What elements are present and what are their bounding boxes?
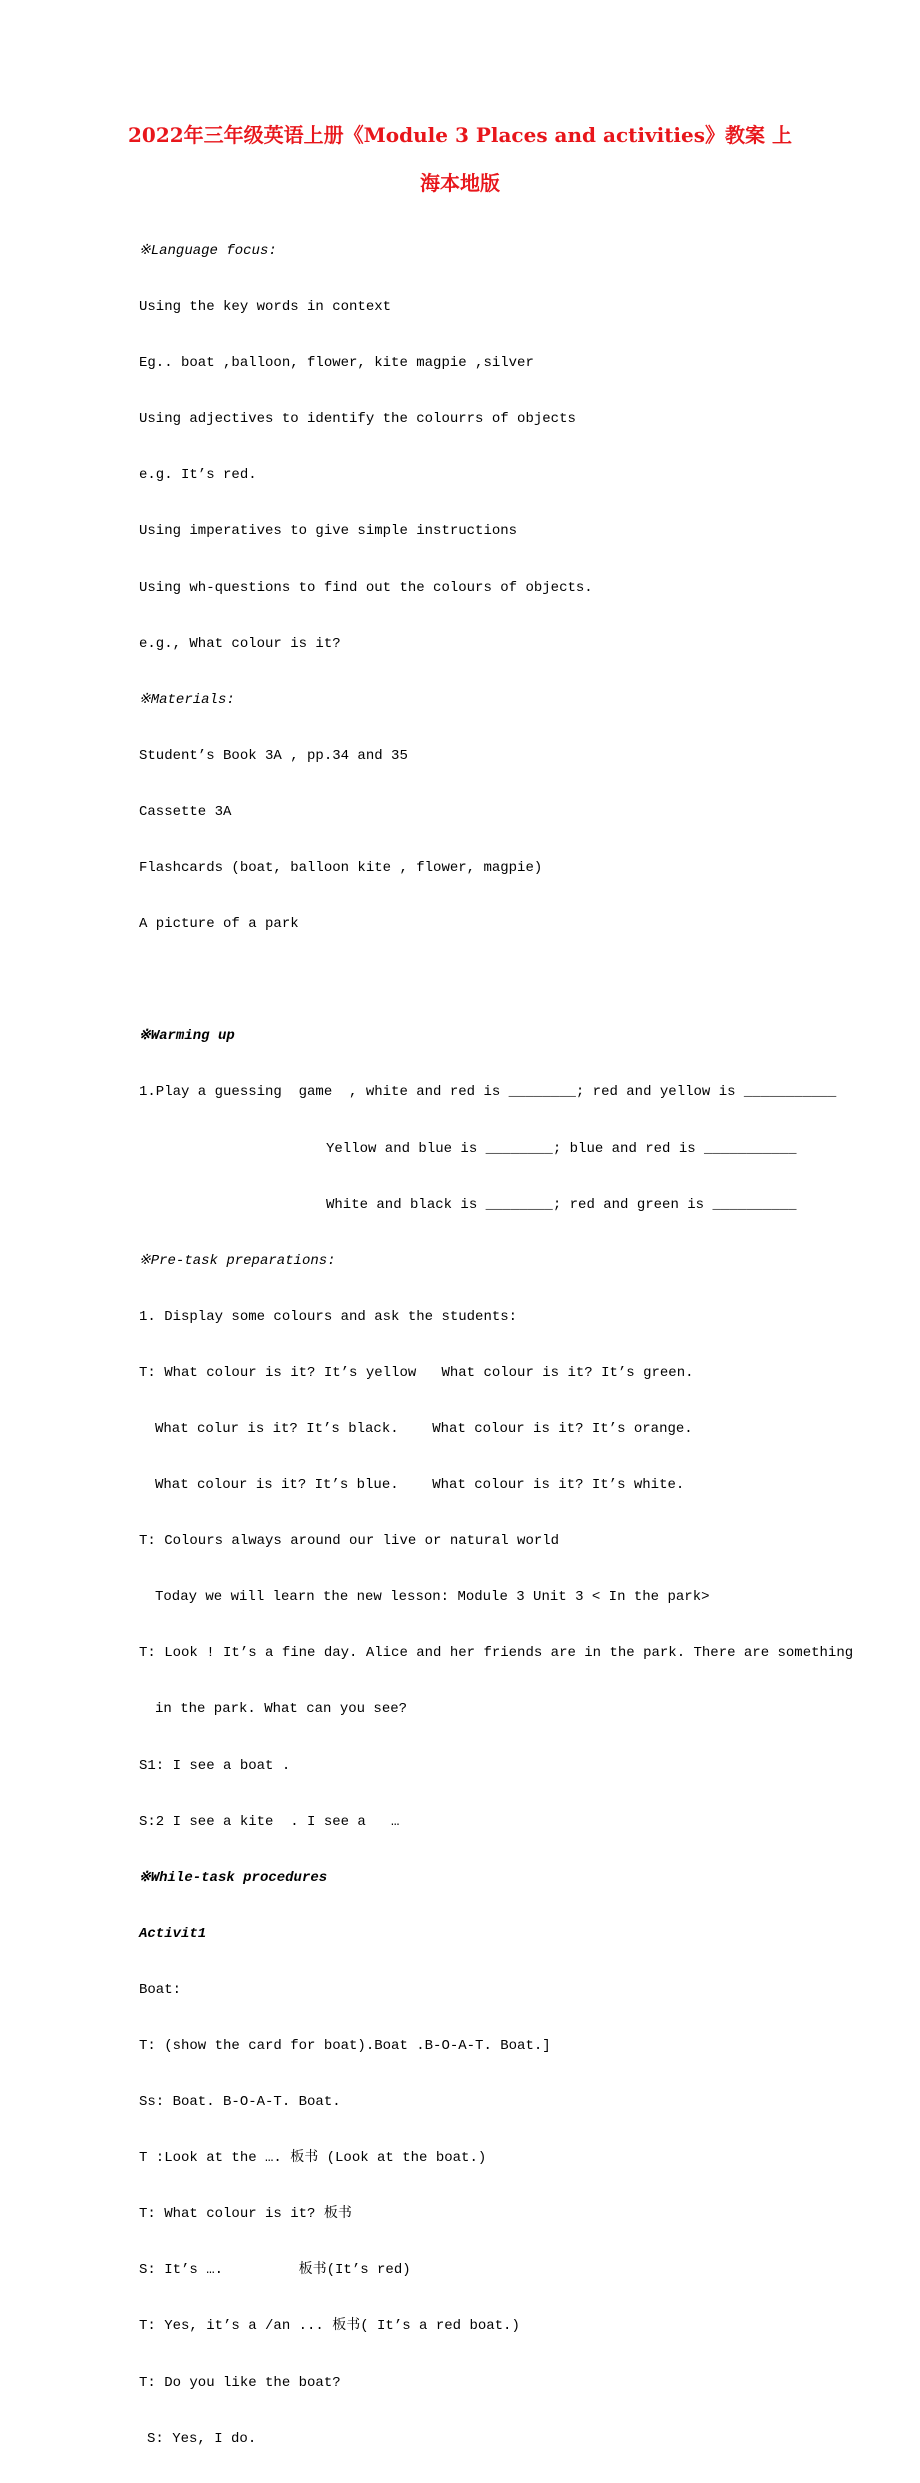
text-line: 1. Display some colours and ask the students: <box>139 1308 518 1325</box>
text-line: What colour is it? It’s blue. What colour is it? It’s white. <box>155 1477 685 1494</box>
text-line: A picture of a park <box>139 916 299 933</box>
section-heading-warming-up: ※Warming up <box>139 1028 235 1045</box>
text-line: S:2 I see a kite . I see a … <box>139 1813 400 1830</box>
text-line: Using imperatives to give simple instructions <box>139 523 518 540</box>
text-line: S: Yes, I do. <box>147 2430 257 2447</box>
text-line: Using adjectives to identify the colourrs of objects <box>139 411 576 428</box>
blank-line <box>139 968 799 992</box>
text-line: Yellow and blue is ________; blue and red is ___________ <box>326 1140 797 1157</box>
text-line: T: Yes, it’s a /an ... 板书( It’s a red boat.) <box>139 2318 520 2335</box>
text-line: Using the key words in context <box>139 299 392 316</box>
text-line: Boat: <box>139 1981 182 1998</box>
text-line: Cassette 3A <box>139 803 232 820</box>
section-heading-language-focus: ※Language focus: <box>139 243 277 259</box>
activity-heading: Activit1 <box>139 1925 207 1942</box>
text-line: T :Look at the …. 板书 (Look at the boat.) <box>139 2150 487 2167</box>
text-line: Today we will learn the new lesson: Module 3 Unit 3 < In the park> <box>155 1589 710 1606</box>
section-heading-materials: ※Materials: <box>139 691 235 708</box>
text-line: T: What colour is it? It’s yellow What colour is it? It’s green. <box>139 1364 694 1381</box>
document-body <box>139 207 854 2483</box>
text-line: in the park. What can you see? <box>155 1701 408 1718</box>
document-title-line-1: 2022年三年级英语上册《Module 3 Places and activities》教案 上 <box>128 123 792 147</box>
text-line: Flashcards (boat, balloon kite , flower, magpie) <box>139 860 543 877</box>
text-line: T: What colour is it? 板书 <box>139 2206 352 2223</box>
text-line: What colur is it? It’s black. What colour is it? It’s orange. <box>155 1420 693 1437</box>
text-line: 1.Play a guessing game , white and red is ________; red and yellow is ___________ <box>139 1084 837 1101</box>
text-line: Student’s Book 3A , pp.34 and 35 <box>139 747 408 764</box>
text-line: S1: I see a boat . <box>139 1757 291 1774</box>
text-line: T: Look ! It’s a fine day. Alice and her friends are in the park. There are something <box>139 1645 854 1662</box>
text-line: T: Colours always around our live or natural world <box>139 1533 560 1550</box>
text-line: T: (show the card for boat).Boat .B-O-A-T. Boat.] <box>139 2038 551 2054</box>
text-line: S: It’s …. 板书(It’s red) <box>139 2262 411 2279</box>
text-line: e.g. It’s red. <box>139 467 257 484</box>
text-line: White and black is ________; red and green is __________ <box>326 1196 797 1213</box>
section-heading-while-task: ※While-task procedures <box>139 1869 328 1886</box>
section-heading-pre-task: ※Pre-task preparations: <box>139 1252 336 1269</box>
document-title-line-2: 海本地版 <box>420 171 500 195</box>
text-line: Using wh-questions to find out the colours of objects. <box>139 579 593 596</box>
text-line: e.g., What colour is it? <box>139 635 341 652</box>
text-line: T: Do you like the boat? <box>139 2374 341 2391</box>
text-line: Eg.. boat ,balloon, flower, kite magpie ,silver <box>139 355 534 372</box>
text-line: Ss: Boat. B-O-A-T. Boat. <box>139 2094 341 2111</box>
